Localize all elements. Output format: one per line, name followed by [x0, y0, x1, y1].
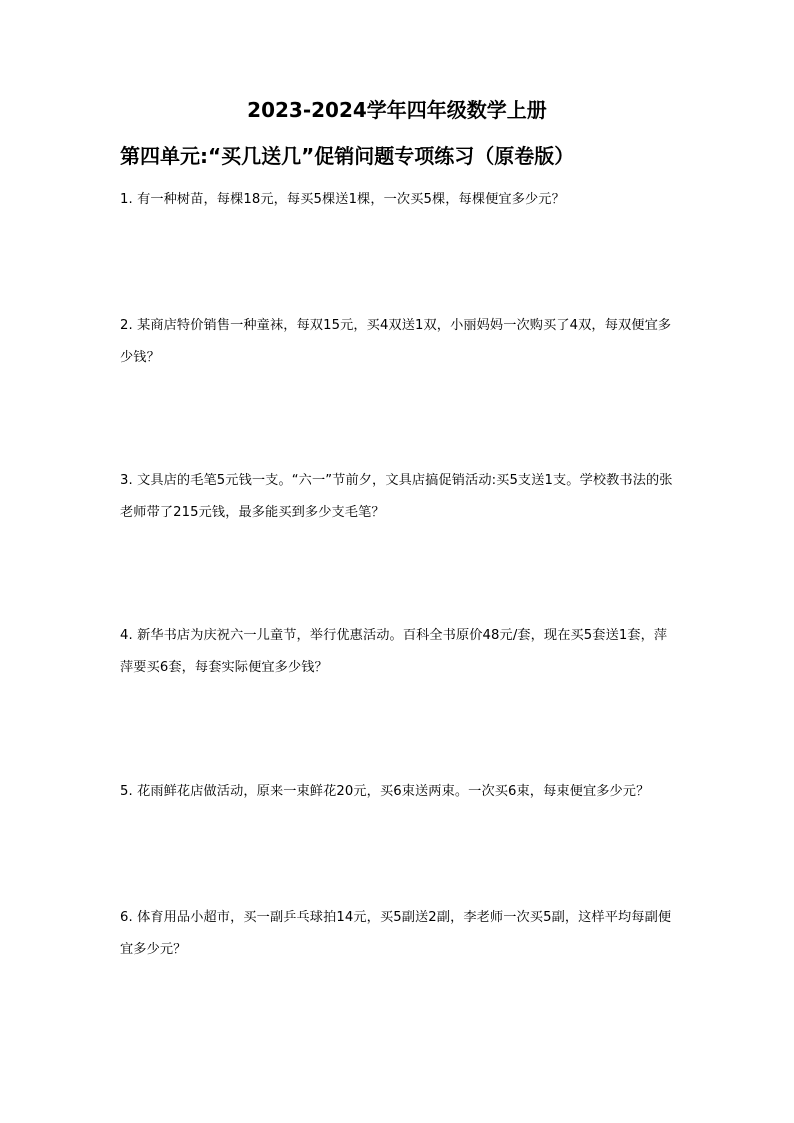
question-1: 1. 有一种树苗，每棵18元，每买5棵送1棵，一次买5棵，每棵便宜多少元？ — [120, 192, 565, 207]
question-5: 5. 花雨鲜花店做活动，原来一束鲜花20元，买6束送两束。一次买6束，每束便宜多少元？ — [120, 784, 650, 799]
question-4: 4. 新华书店为庆祝六一儿童节，举行优惠活动。百科全书原价48元/套，现在买5套送1套，萍萍要买6套，每套实际便宜多少钱？ — [120, 628, 668, 675]
question-6: 6. 体育用品小超市，买一副乒乓球拍14元，买5副送2副，李老师一次买5副，这样平均每副便宜多少元？ — [120, 910, 672, 957]
question-3: 3. 文具店的毛笔5元钱一支。“六一”节前夕，文具店搞促销活动:买5支送1支。学校教书法的张老师带了215元钱，最多能买到多少支毛笔？ — [120, 473, 673, 520]
question-2: 2. 某商店特价销售一种童袜，每双15元，买4双送1双，小丽妈妈一次购买了4双，每双便宜多少钱？ — [120, 318, 672, 365]
document-subtitle: 第四单元:“买几送几”促销问题专项练习（原卷版） — [120, 144, 575, 168]
document-title: 2023-2024学年四年级数学上册 — [247, 98, 547, 122]
